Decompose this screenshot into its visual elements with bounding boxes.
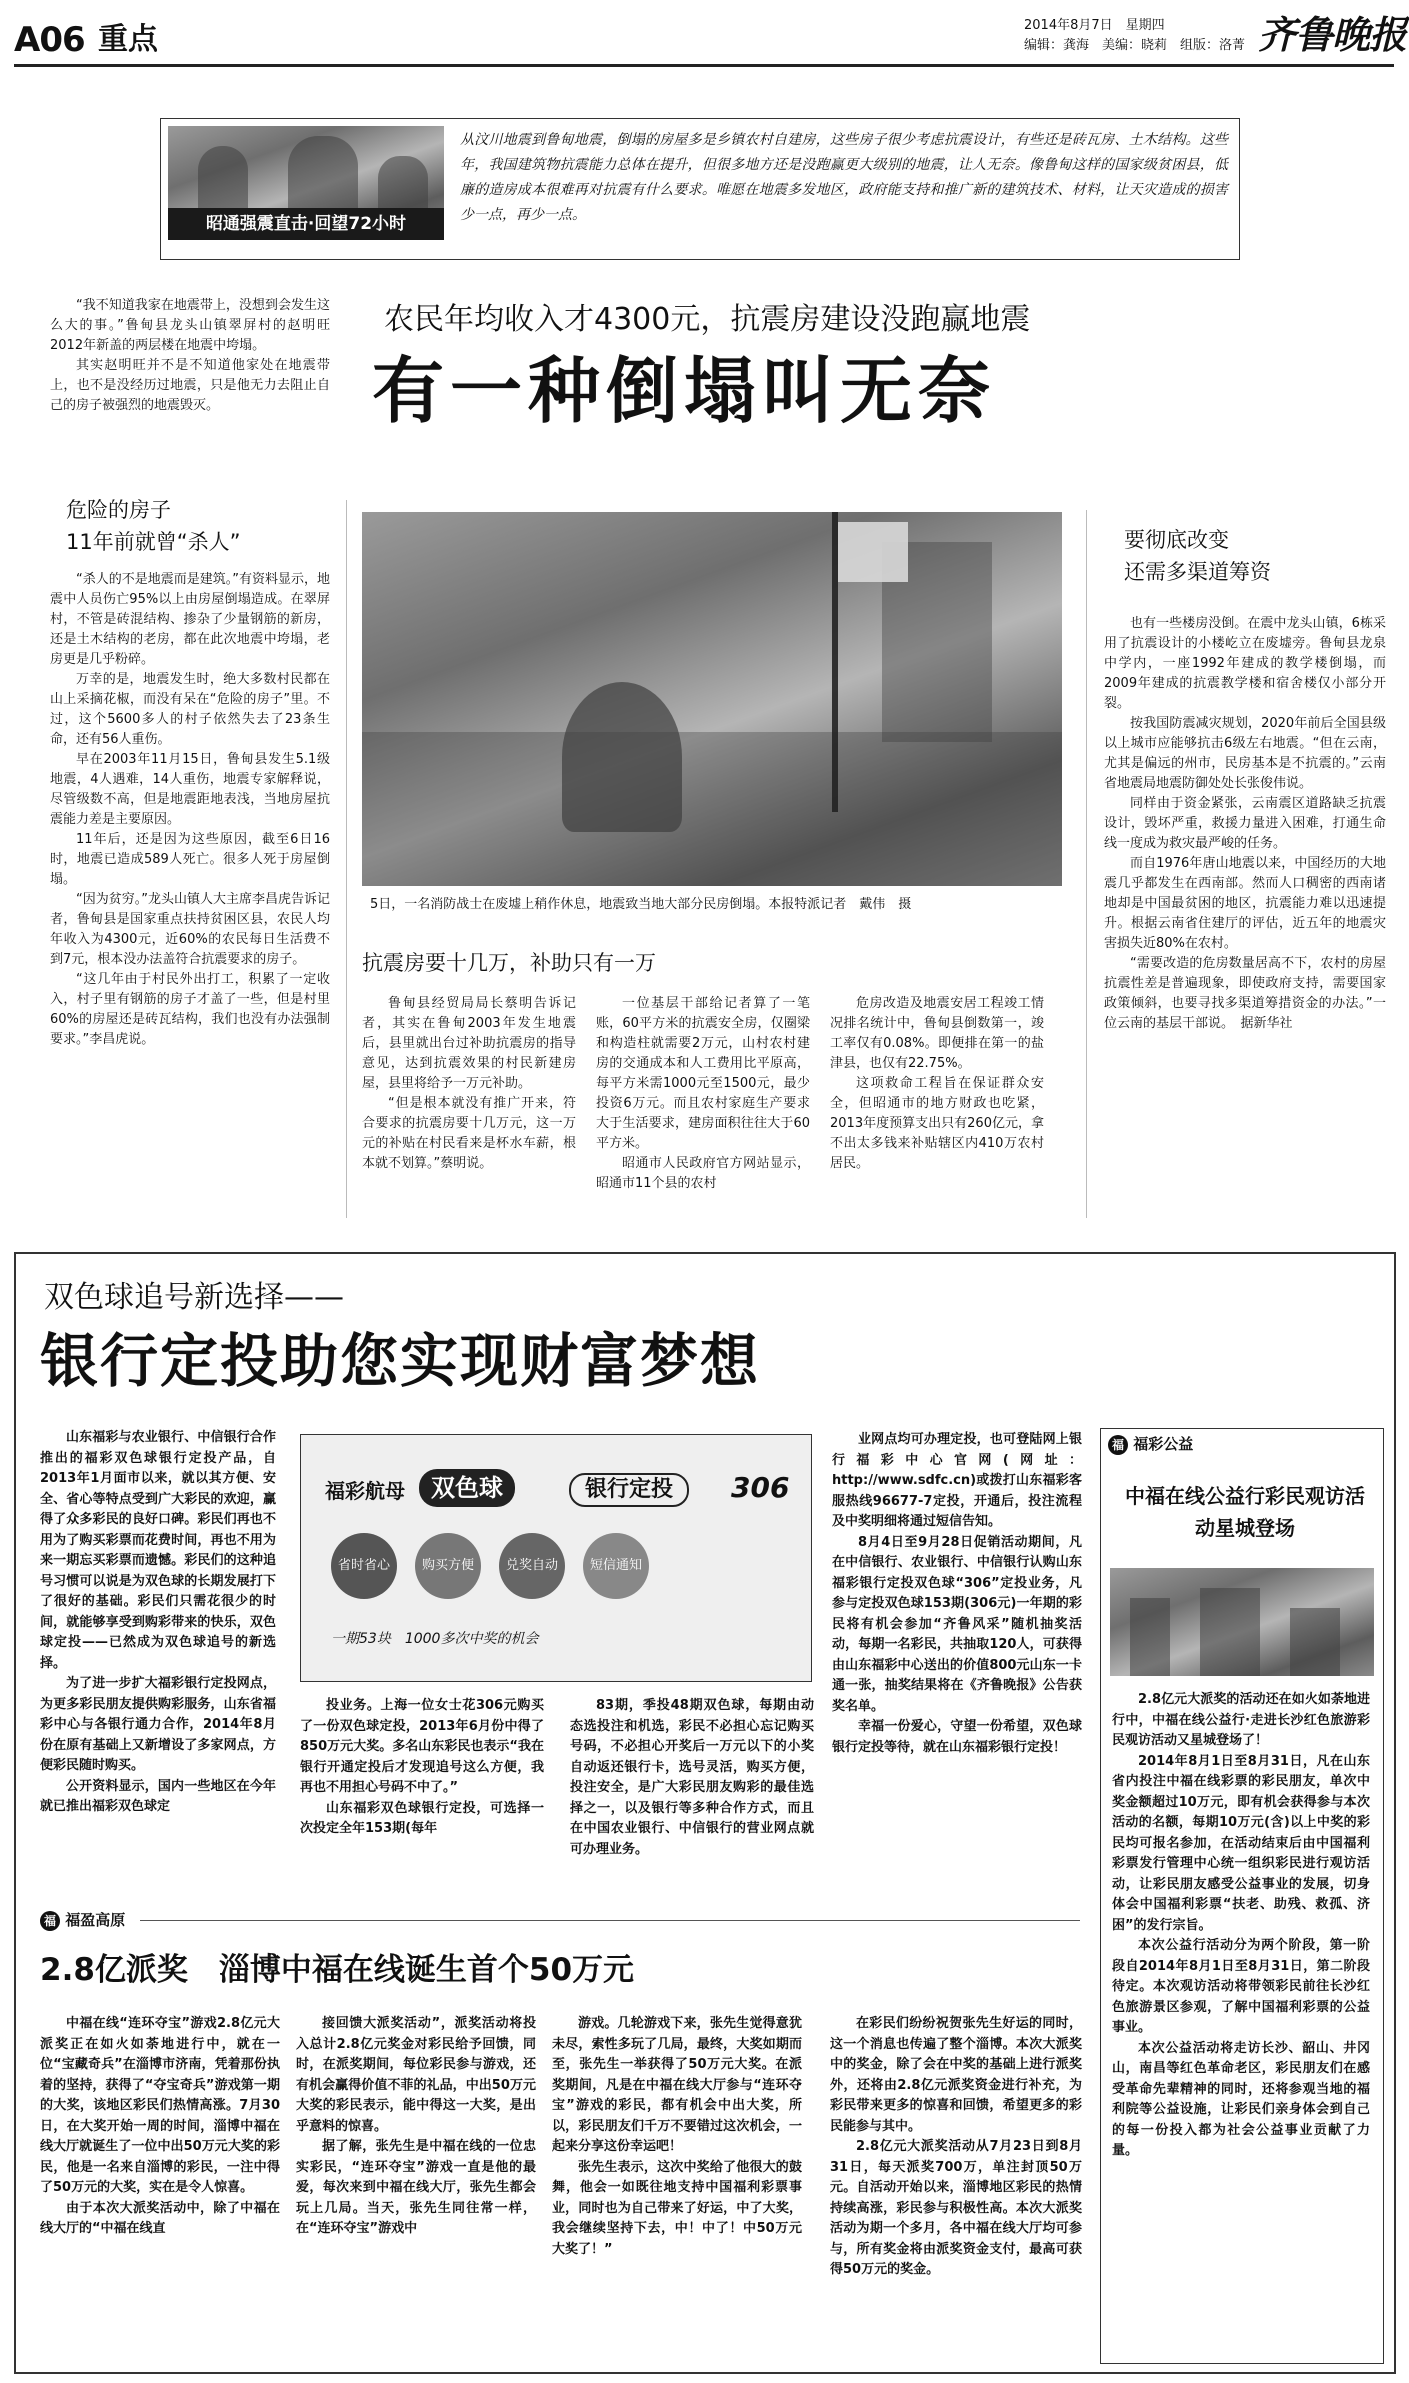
ad-circle-3: 兑奖自动 (499, 1533, 565, 1599)
article-subtitle: 农民年均收入才4300元，抗震房建设没跑赢地震 (384, 302, 1031, 337)
welfare-logo-icon: 福 (1108, 1435, 1128, 1455)
middle-col-1: 鲁甸县经贸局局长蔡明告诉记者，其实在鲁甸2003年发生地震后，县里就出台过补助抗震房的指导意见，达到抗震效果的村民新建房屋，县里将给予一万元补助。 “但是根本就没有推广开来，符合要求的抗震房要十几万元，这一万元的补贴在村民看来是杯水车薪，根本就不划算。”蔡明说。 (362, 996, 576, 1171)
sub-col-1: 中福在线“连环夺宝”游戏2.8亿元大派奖正在如火如荼地进行中，就在一位“宝藏奇兵”在淄博市济南，凭着那份执着的坚持，获得了“夺宝奇兵”游戏第一期的大奖，该地区彩民们热情高涨。7月30日，在大奖开始一周的时间，淄博中福在线大厅就诞生了一位中出50万元大奖的彩民，他是一名来自淄博的彩民，一注中得了50万元的大奖，实在是令人惊喜。 由于本次大派奖活动中，除了中福在线大厅的“中福在线直 (40, 2016, 280, 2236)
earthquake-photo (362, 512, 1062, 886)
header-rule (14, 64, 1394, 67)
section-name: 重点 (98, 22, 158, 57)
editors-line: 编辑：龚海 美编：晓莉 组版：洛菁 (1024, 38, 1246, 53)
sub-article-rule (140, 1920, 1080, 1921)
ad-number: 306 (731, 1471, 790, 1504)
side-title: 中福在线公益行彩民观访活动星城登场 (1125, 1484, 1365, 1540)
banner-text: 从汶川地震到鲁甸地震，倒塌的房屋多是乡镇农村自建房，这些房子很少考虑抗震设计，有些还是砖瓦房、土木结构。这些年，我国建筑物抗震能力总体在提升，但很多地方还是没跑赢更大级别的地震，让人无奈。像鲁甸这样的国家级贫困县，低廉的造房成本很难再对抗震有什么要求。唯愿在地震多发地区，政府能支持和推广新的建筑技术、材料，让天灾造成的损害少一点，再少一点。 (460, 132, 1228, 223)
right-subhead: 要彻底改变 还需多渠道筹资 (1124, 528, 1271, 584)
lottery-col-3: 83期，季投48期双色球，每期由动态选投注和机选，彩民不必担心忘记购买号码，不必担心开奖后一万元以下的小奖自动返还银行卡，选号灵活，购买方便，投注安全，是广大彩民朋友购彩的最佳选择之一，以及银行等多种合作方式，而且在中国农业银行、中信银行的营业网点就可办理业务。 (570, 1698, 814, 1857)
sub-title: 2.8亿派奖 淄博中福在线诞生首个50万元 (40, 1952, 635, 1988)
photo-caption: 5日，一名消防战士在废墟上稍作休息，地震致当地大部分民房倒塌。本报特派记者 戴伟 摄 (370, 897, 912, 912)
middle-subhead: 抗震房要十几万，补助只有一万 (362, 951, 656, 975)
page-number: A06 (14, 20, 85, 60)
left-column-text: “杀人的不是地震而是建筑。”有资料显示，地震中人员伤亡95%以上由房屋倒塌造成。在翠屏村，不管是砖混结构、掺杂了少量钢筋的新房，还是土木结构的老房，都在此次地震中垮塌，老房更是几乎粉碎。 万幸的是，地震发生时，绝大多数村民都在山上采摘花椒，而没有呆在“危险的房子”里。不过，这个5600多人的村子依然失去了23条生命，还有56人重伤。 早在2003年11月15日，鲁甸县发生5.1级地震，4人遇难，14人重伤，地震专家解释说，尽管级数不高，但是地震距地表浅，当地房屋抗震能力差是主要原因。 11年后，还是因为这些原因，截至6日16时，地震已造成589人死亡。很多人死于房屋倒塌。 “因为贫穷。”龙头山镇人大主席李昌虎告诉记者，鲁甸县是国家重点扶持贫困区县，农民人均年收入为4300元，近60%的农民每日生活费不到7元，根本没办法盖符合抗震要求的房子。 “这几年由于村民外出打工，积累了一定收入，村子里有钢筋的房子才盖了一些，但是村里60%的房屋还是砖瓦结构，我们也没有办法强制要求。”李昌虎说。 (50, 572, 330, 1047)
middle-col-3: 危房改造及地震安居工程竣工情况排名统计中，鲁甸县倒数第一，竣工率仅有0.08%。即便排在第一的盐津县，也仅有22.75%。 这项救命工程旨在保证群众安全，但昭通市的地方财政也吃紧，2013年度预算支出只有260亿元，拿不出太多钱来补贴辖区内410万农村居民。 (830, 996, 1044, 1171)
side-text: 2.8亿元大派奖的活动还在如火如荼地进行中，中福在线公益行·走进长沙红色旅游彩民观访活动又星城登场了！ 2014年8月1日至8月31日，凡在山东省内投注中福在线彩票的彩民朋友，单次中奖金额超过10万元，即有机会获得参与本次活动的名额，每期10万元(含)以上中奖的彩民均可报名参加，在活动结束后由中国福利彩票发行管理中心统一组织彩民进行观访活动，让彩民朋友感受公益事业的发展，切身体会中国福利彩票“扶老、助残、救孤、济困”的发行宗旨。 本次公益行活动分为两个阶段，第一阶段自2014年8月1日至8月31日，第二阶段待定。本次观访活动将带领彩民前往长沙红色旅游景区参观，了解中国福利彩票的公益事业。 本次公益活动将走访长沙、韶山、井冈山，南昌等红色革命老区，彩民朋友们在感受革命先辈精神的同时，还将参观当地的福利院等公益设施，让彩民们亲身体会到自己的每一份投入都为社会公益事业贡献了力量。 (1112, 1692, 1370, 2158)
lottery-col-4: 业网点均可办理定投，也可登陆网上银行福彩中心官网(网址：http://www.sdfc.cn)或拨打山东福彩客服热线96677-7定投，开通后，投注流程及中奖明细将通过短信告知。 8月4日至9月28日促销活动期间，凡在中信银行、农业银行、中信银行认购山东福彩银行定投双色球“306”定投业务，凡参与定投双色球153期(306元)一年期的彩民将有机会参加“齐鲁风采”随机抽奖活动，每期一名彩民，共抽取120人，可获得由山东福彩中心送出的价值800元山东一卡通一张，抽奖结果将在《齐鲁晚报》公告获奖名单。 幸福一份爱心，守望一份希望，双色球银行定投等待，就在山东福彩银行定投！ (832, 1432, 1082, 1755)
lottery-kicker: 双色球追号新选择—— (44, 1280, 344, 1315)
sub-badge: 福 福盈高原 (40, 1908, 125, 1932)
welfare-logo-icon: 福 (40, 1911, 60, 1931)
side-photo (1110, 1568, 1374, 1676)
ad-game: 双色球 (419, 1469, 515, 1507)
sub-col-4: 在彩民们纷纷祝贺张先生好运的同时，这一个消息也传遍了整个淄博。本次大派奖中的奖金，除了会在中奖的基础上进行派奖外，还将由2.8亿元派奖资金进行补充，为彩民带来更多的惊喜和回馈，希望更多的彩民能参与其中。 2.8亿元大派奖活动从7月23日到8月31日，每天派奖700万，单注封顶50万元。自活动开始以来，淄博地区彩民的热情持续高涨，彩民参与积极性高。本次大派奖活动为期一个多月，各中福在线大厅均可参与，所有奖金将由派奖资金支付，最高可获得50万元的奖金。 (830, 2016, 1082, 2277)
sub-col-3: 游戏。几轮游戏下来，张先生觉得意犹未尽，索性多玩了几局，最终，大奖如期而至，张先生一举获得了50万元大奖。在派奖期间，凡是在中福在线大厅参与“连环夺宝”游戏的彩民，都有机会中出大奖，所以，彩民朋友们千万不要错过这次机会，一起来分享这份幸运吧！ 张先生表示，这次中奖给了他很大的鼓舞，他会一如既往地支持中国福利彩票事业，同时也为自己带来了好运，中了大奖，我会继续坚持下去，中！中了！中50万元大奖了！” (552, 2016, 802, 2257)
right-column-text: 也有一些楼房没倒。在震中龙头山镇，6栋采用了抗震设计的小楼屹立在废墟旁。鲁甸县龙泉中学内，一座1992年建成的教学楼倒塌，而2009年建成的抗震教学楼和宿舍楼仅小部分开裂。 按我国防震减灾规划，2020年前后全国县级以上城市应能够抗击6级左右地震。“但在云南，尤其是偏远的州市，民房基本是不抗震的。”云南省地震局地震防御处处长张俊伟说。 同样由于资金紧张，云南震区道路缺乏抗震设计，毁坏严重，救援力量进入困难，打通生命线一度成为救灾最严峻的任务。 而自1976年唐山地震以来，中国经历的大地震几乎都发生在西南部。然而人口稠密的西南诸地却是中国最贫困的地区，抗震能力难以迅速提升。根据云南省住建厅的评估，近五年的地震灾害损失近80%在农村。 “需要改造的危房数量居高不下，农村的房屋抗震性差是普遍现象，即使政府支持，需要国家政策倾斜，也要寻找多渠道筹措资金的办法。”一位云南的基层干部说。 据新华社 (1104, 616, 1386, 1031)
middle-col-2: 一位基层干部给记者算了一笔账，60平方米的抗震安全房，仅圈梁和构造柱就需要2万元，山村农村建房的交通成本和人工费用比平原高，每平方米需1000元至1500元，最少投资6万元。而且农村家庭生产要求大于生活要求，建房面积往往大于60平方米。 昭通市人民政府官方网站显示，昭通市11个县的农村 (596, 996, 810, 1191)
date-line: 2014年8月7日 星期四 (1024, 18, 1165, 33)
ad-slogan: 银行定投 (569, 1473, 689, 1507)
lottery-ad (300, 1434, 812, 1682)
right-column-divider (1086, 510, 1087, 1218)
ad-brand: 福彩航母 (325, 1479, 405, 1503)
lottery-col-1: 山东福彩与农业银行、中信银行合作推出的福彩双色球银行定投产品，自2013年1月面市以来，就以其方便、安全、省心等特点受到广大彩民的欢迎，赢得了众多彩民的良好口碑。彩民们再也不用为了购买彩票而花费时间，再也不用为来一期忘买彩票而遗憾。彩民们的这种追号习惯可以说是为双色球的长期发展打下了很好的基础。彩民们只需花很少的时间，就能够享受到购彩带来的快乐，双色球定投——已然成为双色球追号的新选择。 为了进一步扩大福彩银行定投网点，为更多彩民朋友提供购彩服务，山东省福彩中心与各银行通力合作，2014年8月份在原有基础上又新增设了多家网点，方便彩民随时购买。 公开资料显示，国内一些地区在今年就已推出福彩双色球定 (40, 1430, 276, 1814)
banner-caption: 昭通强震直击·回望72小时 (168, 208, 444, 240)
article-title: 有一种倒塌叫无奈 (372, 349, 997, 433)
article-intro: “我不知道我家在地震带上，没想到会发生这么大的事。”鲁甸县龙头山镇翠屏村的赵明旺2012年新盖的两层楼在地震中垮塌。 其实赵明旺并不是不知道他家处在地震带上，也不是没经历过地震，只是他无力去阻止自己的房子被强烈的地震毁灭。 (50, 298, 330, 413)
sub-col-2: 接回馈大派奖活动”，派奖活动将投入总计2.8亿元奖金对彩民给予回馈，同时，在派奖期间，每位彩民参与游戏，还有机会赢得价值不菲的礼品，中出50万元大奖的彩民表示，能中得这一大奖，是出乎意料的惊喜。 据了解，张先生是中福在线的一位忠实彩民，“连环夺宝”游戏一直是他的最爱，每次来到中福在线大厅，张先生都会玩上几局。当天，张先生同往常一样，在“连环夺宝”游戏中 (296, 2016, 536, 2236)
masthead-logo: 齐鲁晚报 (1258, 12, 1407, 57)
lottery-col-2: 投业务。上海一位女士花306元购买了一份双色球定投，2013年6月份中得了850万元大奖。多名山东彩民也表示“我在银行开通定投后才发现追号这么方便，我再也不用担心号码不中了。” 山东福彩双色球银行定投，可选择一次投定全年153期(每年 (300, 1698, 544, 1836)
side-badge: 福 福彩公益 (1108, 1432, 1193, 1456)
ad-bottom-text: 一期53块 1000多次中奖的机会 (331, 1631, 539, 1647)
left-column-divider (346, 500, 347, 1218)
left-subhead: 危险的房子 11年前就曾“杀人” (66, 498, 241, 554)
ad-circle-2: 购买方便 (415, 1533, 481, 1599)
lottery-title: 银行定投助您实现财富梦想 (40, 1327, 761, 1395)
ad-circle-4: 短信通知 (583, 1533, 649, 1599)
ad-circle-1: 省时省心 (331, 1533, 397, 1599)
